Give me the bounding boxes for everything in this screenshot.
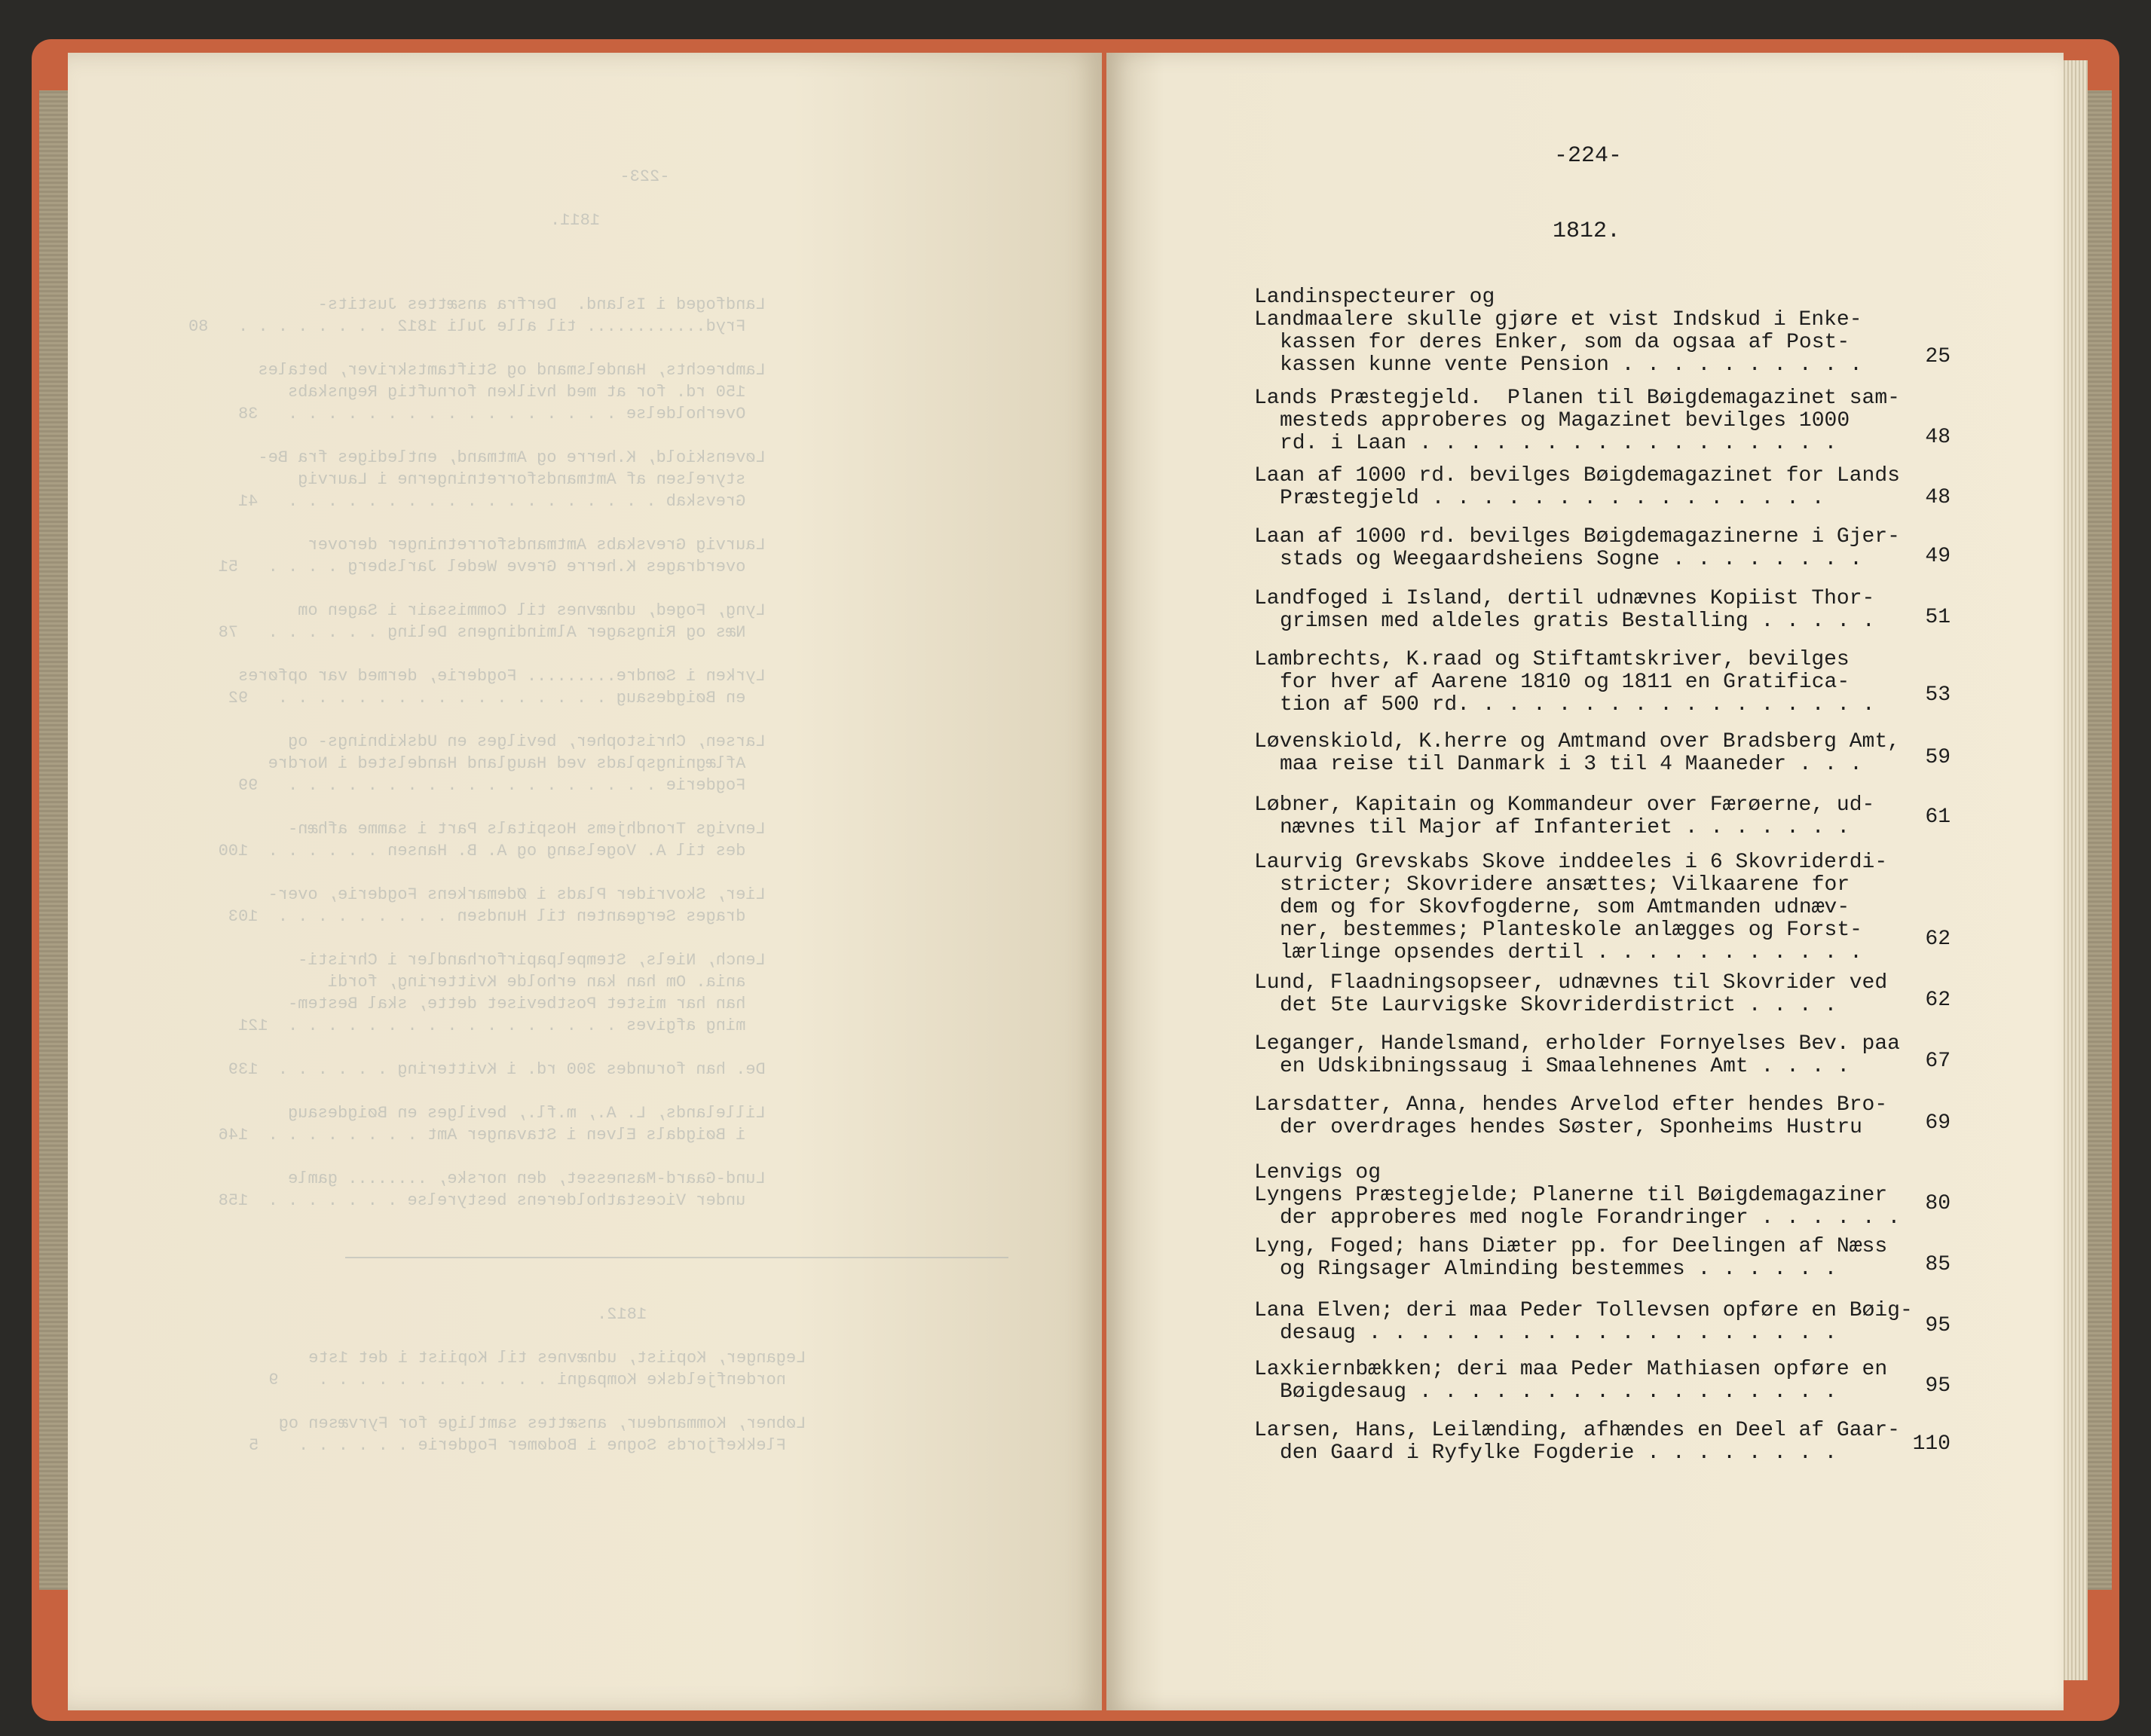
- entry-page-number: 85: [1925, 1253, 1951, 1276]
- index-entry: [1254, 1162, 1917, 1230]
- index-entry: [1254, 286, 1917, 377]
- index-entry: [1254, 731, 1917, 776]
- entry-line: grimsen med aldeles gratis Bestalling . . . . .: [1280, 610, 1875, 633]
- entry-page-number: 67: [1925, 1050, 1951, 1073]
- left-page: [68, 53, 1102, 1710]
- entry-line: Larsen, Hans, Leilænding, afhændes en Deel af Gaar-: [1254, 1419, 1900, 1442]
- entry-page-number: 110: [1912, 1432, 1951, 1456]
- show-through-text: -223- 1811.: [550, 167, 670, 230]
- entry-line: kassen kunne vente Pension . . . . . . . . . .: [1280, 353, 1862, 377]
- entry-line: Leganger, Handelsmand, erholder Fornyelses Bev. paa: [1254, 1032, 1900, 1056]
- entry-page-number: 51: [1925, 606, 1951, 629]
- entry-line: nævnes til Major af Infanteriet . . . . . . .: [1280, 816, 1850, 839]
- entry-page-number: 59: [1925, 746, 1951, 769]
- entry-line: stads og Weegaardsheiens Sogne . . . . . . . .: [1280, 548, 1862, 571]
- index-entry: [1254, 588, 1917, 633]
- entry-page-number: 25: [1925, 345, 1951, 368]
- entry-line: Lyngens Præstegjelde; Planerne til Bøigdemagaziner: [1254, 1184, 1888, 1207]
- index-entry: [1254, 1420, 1917, 1465]
- entry-line: stricter; Skovridere ansættes; Vilkaarene for: [1280, 873, 1850, 897]
- entry-line: der overdrages hendes Søster, Sponheims Hustru: [1280, 1116, 1862, 1139]
- entry-line: lærlinge opsendes dertil . . . . . . . . . . .: [1280, 941, 1862, 964]
- entry-line: Bøigdesaug . . . . . . . . . . . . . . . . .: [1280, 1380, 1837, 1404]
- entry-line: ner, bestemmes; Planteskole anlægges og Forst-: [1280, 918, 1862, 942]
- entry-line: maa reise til Danmark i 3 til 4 Maaneder . . .: [1280, 753, 1862, 776]
- entry-line: dem og for Skovfogderne, som Amtmanden udnæv-: [1280, 896, 1850, 919]
- entry-page-number: 49: [1925, 545, 1951, 568]
- index-entry: [1254, 851, 1917, 964]
- entry-line: Lands Præstegjeld. Planen til Bøigdemagazinet sam-: [1254, 387, 1900, 410]
- entry-line: Laan af 1000 rd. bevilges Bøigdemagazinet for Lands: [1254, 464, 1900, 487]
- entry-line: Lyng, Foged; hans Diæter pp. for Deelingen af Næss: [1254, 1235, 1888, 1258]
- index-year-heading: 1812.: [1553, 219, 1621, 244]
- entry-line: Larsdatter, Anna, hendes Arvelod efter hendes Bro-: [1254, 1093, 1888, 1117]
- entry-line: Løvenskiold, K.herre og Amtmand over Bradsberg Amt,: [1254, 730, 1900, 753]
- index-entry: [1254, 1033, 1917, 1078]
- show-through-text: Landfoged i Island. Derfra ansættes Justits- Fryd............ til alle Juli 1812 . . . . . . . . 80 Lambrechts, Handelsmand og Stiftamtskriver, betales 150 rd. for at med hvilken fornuftig Regnskabs Overholdelse . . . . . . . . . . . . . . . . . 38 Løvenskiold, K.herre og Amtmand, entlediges fra Be- styrelsen af Amtmandsforretningerne i Laurvig Grevskab . . . . . . . . . . . . . . . . . . . 41 Laurvig Grevskabs Amtmandsforretninger derover overdrages K.herre Greve Wedel Jarlsberg . . . . 51 Lyng, Foged, udnævnes til Commissair i Sagen om Næs og Ringsager Almindingens Deling . . . . . . 78 Lyrken i Søndre......... Fogderie, dermed var opføres en Bøigdesaug . . . . . . . . . . . . . . . . . 92 Larsen, Christopher, bevilges en Udskibnings- og Aflægningsplads ved Haugland Handelsted i Nordre Fogderie . . . . . . . . . . . . . . . . . . . 99 Lenvigs Trondhjems Hospitals Part i samme afhæn- des til A. Vogelsang og A. B. Hansen . . . . . . 100 Lier, Skovrider Plads i Ødemarkens Fogderie, over- drages Sergeanten til Hundsen . . . . . . . . . 103 Lench, Niels, Stempelpapirforhandler i Christi- ania. Om han kan erholde Kvittering, fordi han har mistet Postbeviset dette, skal Bestem- ming afgives . . . . . . . . . . . . . . . . . 121 De. han forundes 300 rd. i Kvittering . . . . . . 139 Lillelands, L. A., m.fl., bevilges en Bøigdesaug i Bøigdals Elven i Stavanger Amt . . . . . . . . 146 Lund-Gaard-Masnesset, den norske, ........ gamle under Vicestatholderens bestyrelse . . . . . . . 158: [188, 295, 766, 1210]
- entry-page-number: 95: [1925, 1314, 1951, 1337]
- entry-line: Løbner, Kapitain og Kommandeur over Færøerne, ud-: [1254, 793, 1875, 817]
- entry-page-number: 62: [1925, 928, 1951, 951]
- entry-page-number: 48: [1925, 426, 1951, 449]
- entry-line: en Udskibningssaug i Smaalehnenes Amt . . . .: [1280, 1055, 1850, 1078]
- index-entry: [1254, 465, 1917, 510]
- entry-line: Lambrechts, K.raad og Stiftamtskriver, bevilges: [1254, 648, 1850, 671]
- index-entry: [1254, 794, 1917, 839]
- entry-line: Lenvigs og: [1254, 1161, 1381, 1184]
- entry-line: den Gaard i Ryfylke Fogderie . . . . . . . .: [1280, 1441, 1837, 1465]
- entry-line: og Ringsager Alminding bestemmes . . . . . .: [1280, 1258, 1837, 1281]
- entry-line: desaug . . . . . . . . . . . . . . . . . . .: [1280, 1322, 1837, 1345]
- entry-line: kassen for deres Enker, som da ogsaa af Post-: [1280, 331, 1850, 354]
- entry-line: Laxkiernbækken; deri maa Peder Mathiasen opføre en: [1254, 1358, 1888, 1381]
- show-through-text: 1812. Leganger, Kopiist, udnævnes til Kopiist i det 1ste nordenfjeldske Kompagni . . . . . . . . . . . . 9 Løbner, Kommandeur, ansættes samtlige for Fyrvæsen og Flekkefjords Sogne i Bodømer Fogderie . . . . . . 5: [249, 1305, 806, 1455]
- index-entry: [1254, 526, 1917, 571]
- entry-line: tion af 500 rd. . . . . . . . . . . . . . . . .: [1280, 693, 1875, 717]
- entry-page-number: 61: [1925, 805, 1951, 829]
- entry-page-number: 62: [1925, 989, 1951, 1012]
- entry-line: Lana Elven; deri maa Peder Tollevsen opføre en Bøig-: [1254, 1299, 1913, 1322]
- index-entry: [1254, 1094, 1917, 1139]
- index-entry: [1254, 972, 1917, 1017]
- index-entry: [1254, 649, 1917, 717]
- entry-line: Laurvig Grevskabs Skove inddeeles i 6 Skovriderdi-: [1254, 851, 1888, 874]
- entry-page-number: 95: [1925, 1374, 1951, 1398]
- entry-line: Laan af 1000 rd. bevilges Bøigdemagazinerne i Gjer-: [1254, 525, 1900, 549]
- entry-line: Præstegjeld . . . . . . . . . . . . . . . .: [1280, 487, 1825, 510]
- entry-line: der approberes med nogle Forandringer . . . . . .: [1280, 1206, 1901, 1230]
- entry-page-number: 53: [1925, 683, 1951, 707]
- entry-page-number: 80: [1925, 1192, 1951, 1215]
- entry-line: Lund, Flaadningsopseer, udnævnes til Skovrider ved: [1254, 971, 1888, 995]
- index-entry: [1254, 1359, 1917, 1404]
- show-through-rule: [345, 1257, 1008, 1258]
- entry-page-number: 69: [1925, 1111, 1951, 1135]
- entry-line: mesteds approberes og Magazinet bevilges 1000: [1280, 409, 1850, 432]
- entry-line: for hver af Aarene 1810 og 1811 en Gratifica-: [1280, 671, 1850, 694]
- entry-line: det 5te Laurvigske Skovriderdistrict . . . .: [1280, 994, 1837, 1017]
- entry-line: Landfoged i Island, dertil udnævnes Kopiist Thor-: [1254, 587, 1875, 610]
- index-entry: [1254, 1300, 1917, 1345]
- entry-line: rd. i Laan . . . . . . . . . . . . . . . . .: [1280, 432, 1837, 455]
- entry-page-number: 48: [1925, 486, 1951, 509]
- entry-line: Landmaalere skulle gjøre et vist Indskud i Enke-: [1254, 308, 1862, 332]
- index-entry: [1254, 387, 1917, 455]
- index-entry: [1254, 1236, 1917, 1281]
- entry-line: Landinspecteurer og: [1254, 286, 1495, 309]
- page-number: -224-: [1554, 143, 1623, 169]
